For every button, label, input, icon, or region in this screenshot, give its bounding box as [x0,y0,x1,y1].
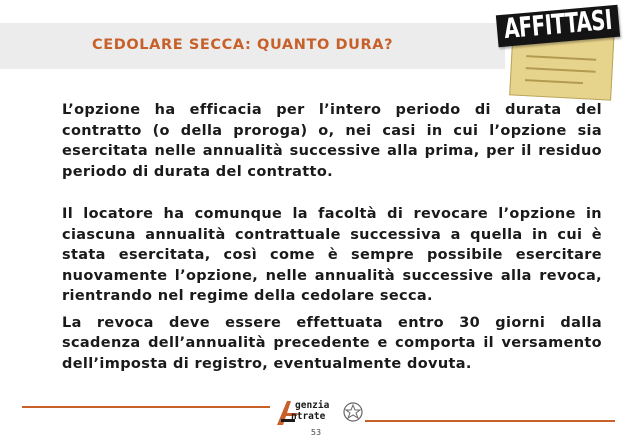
slide-body [62,100,602,374]
paragraph-revoca-facolta: Il locatore ha comunque la facoltà di revocare l’opzione in ciascuna annualità contrattuale successiva a quella in cui è stata esercitata, così come è sempre possibile esercitare nuovamente l’opzione, nelle annualità successive alla revoca, rientrando nel regime della cedolare secca. [62,206,602,304]
footer-rule-left [22,406,270,408]
italian-emblem-icon [343,401,363,423]
sign-text: AFFITTASI [502,5,614,46]
footer-rule-right [365,420,615,422]
logo-word-entrate: ntrate [291,411,326,422]
logo-word-agenzia: genzia [295,400,330,411]
agenzia-entrate-logo [275,399,365,427]
paragraph-revoca-termini: La revoca deve essere effettuata entro 30 giorni dalla scadenza dell’annualità precedente e comporta il versamento dell’imposta di registro, eventualmente dovuta. [62,314,602,372]
affittasi-sign-image [497,4,625,98]
page-number: 53 [310,428,322,437]
paragraph-opzione: L’opzione ha efficacia per l’intero periodo di durata del contratto (o della proroga) o, nei casi in cui l’opzione sia esercitata nelle annualità successive alla prima, per il residuo periodo di durata del contratto. [62,102,602,180]
page-title: CEDOLARE SECCA: QUANTO DURA? [92,37,394,53]
